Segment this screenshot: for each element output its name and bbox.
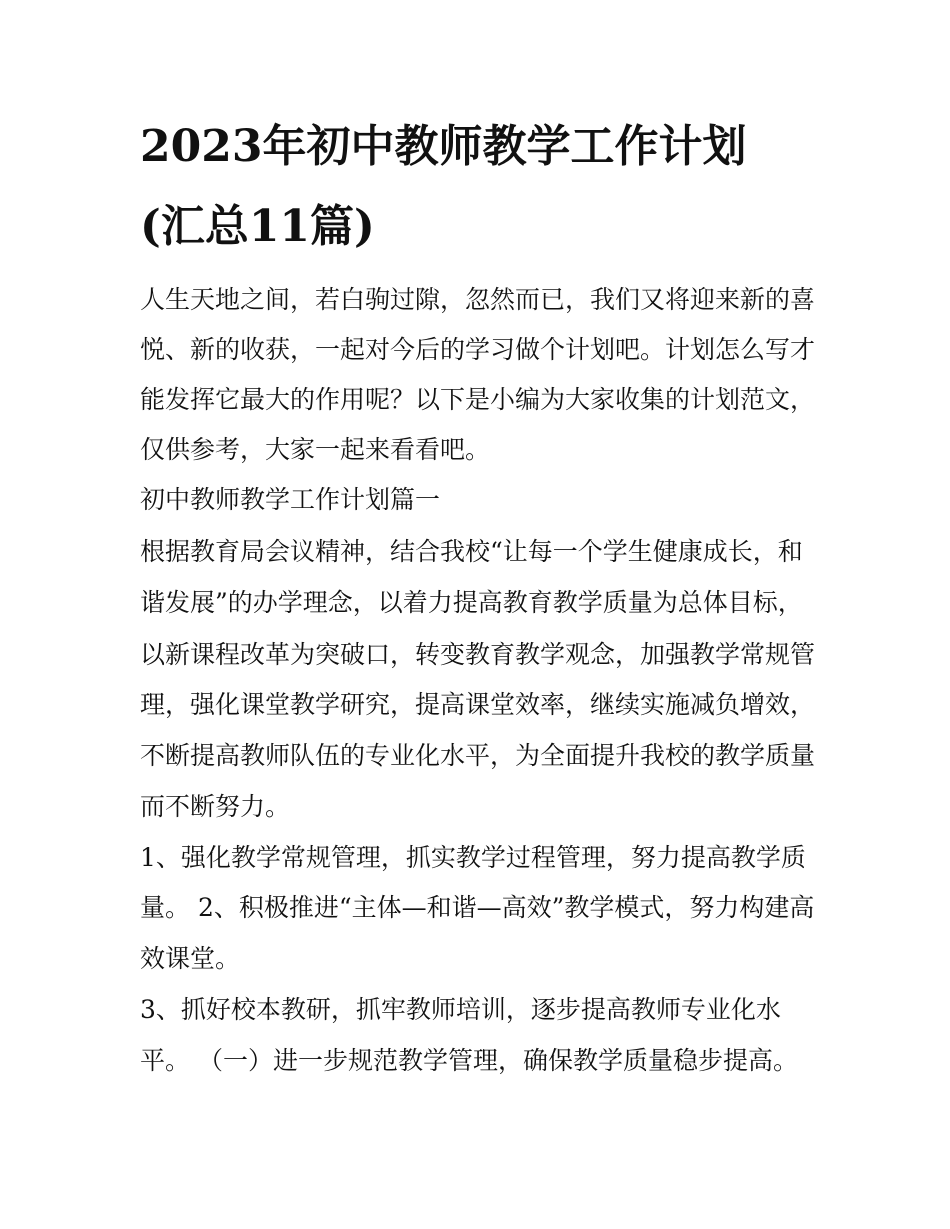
body-line: 理，强化课堂教学研究，提高课堂效率，继续实施减负增效， xyxy=(140,690,816,719)
body-line: 平。 （一）进一步规范教学管理，确保教学质量稳步提高。 xyxy=(140,1046,798,1075)
body-line: 根据教育局会议精神，结合我校“让每一个学生健康成长，和 xyxy=(140,537,803,566)
body-line: 3、抓好校本教研，抓牢教师培训，逐步提高教师专业化水 xyxy=(140,995,781,1024)
body-line: 仅供参考，大家一起来看看吧。 xyxy=(140,435,491,464)
body-line: 能发挥它最大的作用呢？以下是小编为大家收集的计划范文， xyxy=(140,385,816,414)
body-line: 谐发展”的办学理念，以着力提高教育教学质量为总体目标， xyxy=(140,588,803,617)
body-line: 以新课程改革为突破口，转变教育教学观念，加强教学常规管 xyxy=(140,640,816,669)
body-line: 1、强化教学常规管理，抓实教学过程管理，努力提高教学质 xyxy=(140,843,806,872)
body-line: 悦、新的收获，一起对今后的学习做个计划吧。计划怎么写才 xyxy=(140,335,816,364)
document-title-line-1: 2023年初中教师教学工作计划 xyxy=(140,121,747,172)
body-line: 而不断努力。 xyxy=(140,792,291,821)
section-heading: 初中教师教学工作计划篇一 xyxy=(140,485,441,514)
document-title-line-2: (汇总11篇) xyxy=(140,201,375,252)
body-line: 人生天地之间，若白驹过隙，忽然而已，我们又将迎来新的喜 xyxy=(140,285,816,314)
body-line: 不断提高教师队伍的专业化水平，为全面提升我校的教学质量 xyxy=(140,741,816,770)
body-line: 量。 2、积极推进“主体—和谐—高效”教学模式，努力构建高 xyxy=(140,893,815,922)
body-line: 效课堂。 xyxy=(140,944,241,973)
